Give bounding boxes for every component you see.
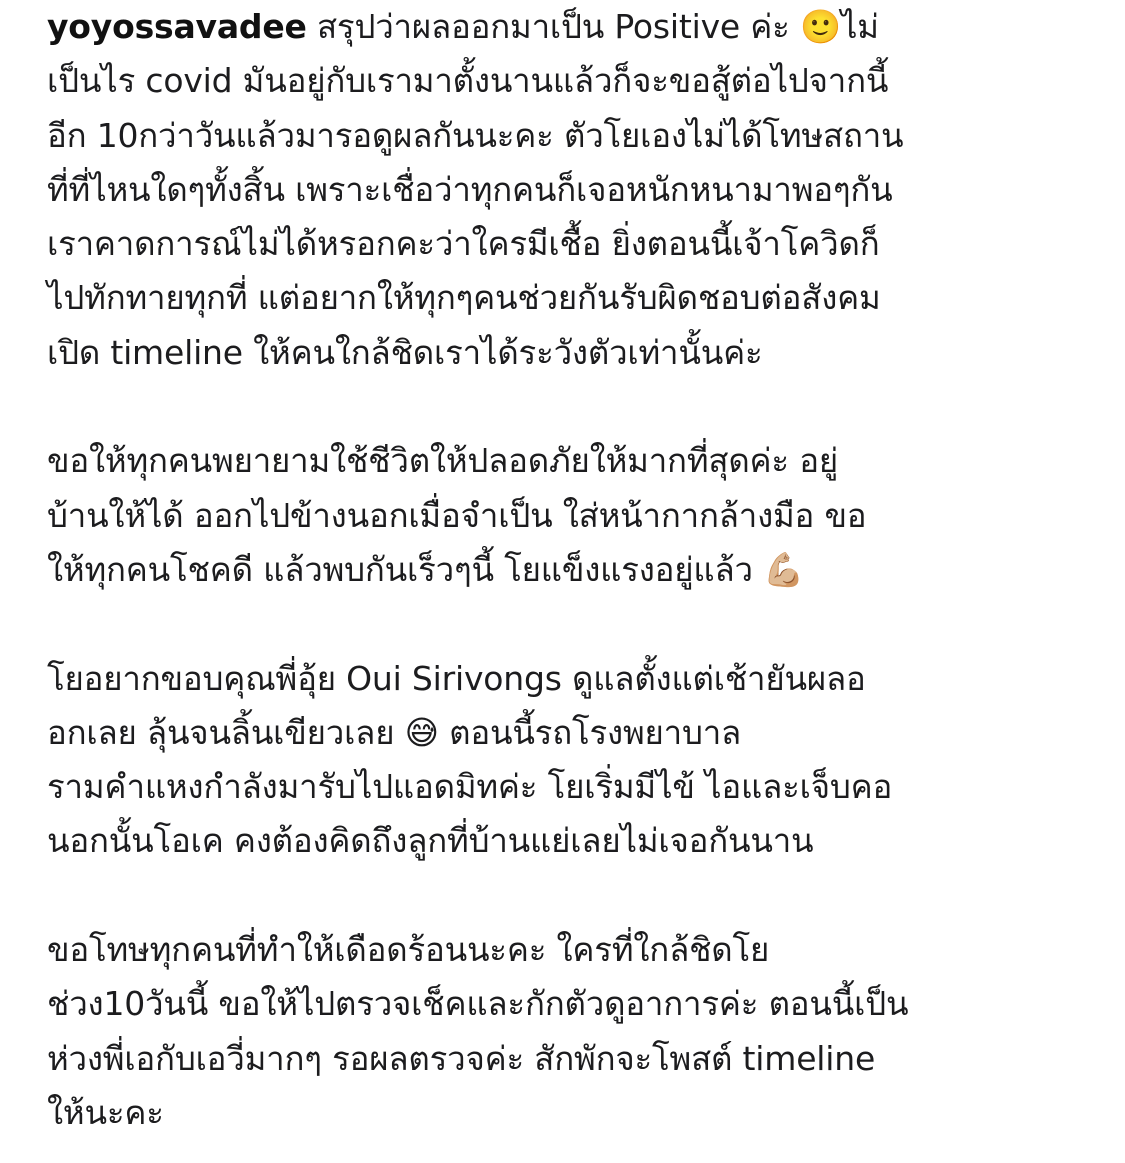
caption-line: นอกนั้นโอเค คงต้องคิดถึงลูกที่บ้านแย่เลยไม่เจอกันนาน: [47, 821, 814, 861]
username-link[interactable]: yoyossavadee: [47, 7, 307, 46]
caption-line: เป็นไร covid มันอยู่กับเรามาตั้งนานแล้วก็จะขอสู้ต่อไปจากนี้: [47, 61, 889, 101]
caption-line: เราคาดการณ์ไม่ได้หรอกคะว่าใครมีเชื้อ ยิ่งตอนนี้เจ้าโควิดก็: [47, 224, 880, 264]
caption-line: เปิด timeline ให้คนใกล้ชิดเราได้ระวังตัวเท่านั้นค่ะ: [47, 332, 763, 372]
caption-text: สรุปว่าผลออกมาเป็น Positive ค่ะ 🙂ไม่: [316, 7, 879, 46]
caption-blank-line: [47, 380, 1087, 434]
caption-blank-line: [47, 869, 1087, 923]
caption-line: บ้านให้ได้ ออกไปข้างนอกเมื่อจำเป็น ใส่หน้ากากล้างมือ ขอ: [47, 495, 867, 535]
caption-line: ห่วงพี่เอกับเอวี่มากๆ รอผลตรวจค่ะ สักพักจะโพสต์ timeline: [47, 1038, 876, 1078]
caption-line: โยอยากขอบคุณพี่อุ้ย Oui Sirivongs ดูแลตั้งแต่เช้ายันผลอ: [47, 658, 866, 698]
post-caption: [47, 0, 1087, 1140]
caption-line: อกเลย ลุ้นจนลิ้นเขียวเลย 😅 ตอนนี้รถโรงพยาบาล: [47, 712, 742, 752]
caption-line: [47, 0, 1087, 54]
caption-line: ขอโทษทุกคนที่ทำให้เดือดร้อนนะคะ ใครที่ใกล้ชิดโย: [47, 930, 770, 970]
caption-line: ที่ที่ไหนใดๆทั้งสิ้น เพราะเชื่อว่าทุกคนก็เจอหนักหนามาพอๆกัน: [47, 169, 893, 209]
caption-line: ขอให้ทุกคนพยายามใช้ชีวิตให้ปลอดภัยให้มากที่สุดค่ะ อยู่: [47, 441, 838, 481]
caption-line: รามคำแหงกำลังมารับไปแอดมิทค่ะ โยเริ่มมีไข้ ไอและเจ็บคอ: [47, 767, 893, 807]
caption-line: อีก 10กว่าวันแล้วมารอดูผลกันนะคะ ตัวโยเองไม่ได้โทษสถาน: [47, 115, 904, 155]
caption-line: ให้นะคะ: [47, 1092, 164, 1132]
caption-line: ไปทักทายทุกที่ แต่อยากให้ทุกๆคนช่วยกันรับผิดชอบต่อสังคม: [47, 278, 881, 318]
caption-line: ช่วง10วันนี้ ขอให้ไปตรวจเช็คและกักตัวดูอาการค่ะ ตอนนี้เป็น: [47, 984, 909, 1024]
caption-blank-line: [47, 597, 1087, 651]
caption-line: ให้ทุกคนโชคดี แล้วพบกันเร็วๆนี้ โยแข็งแรงอยู่แล้ว 💪🏼: [47, 549, 804, 589]
